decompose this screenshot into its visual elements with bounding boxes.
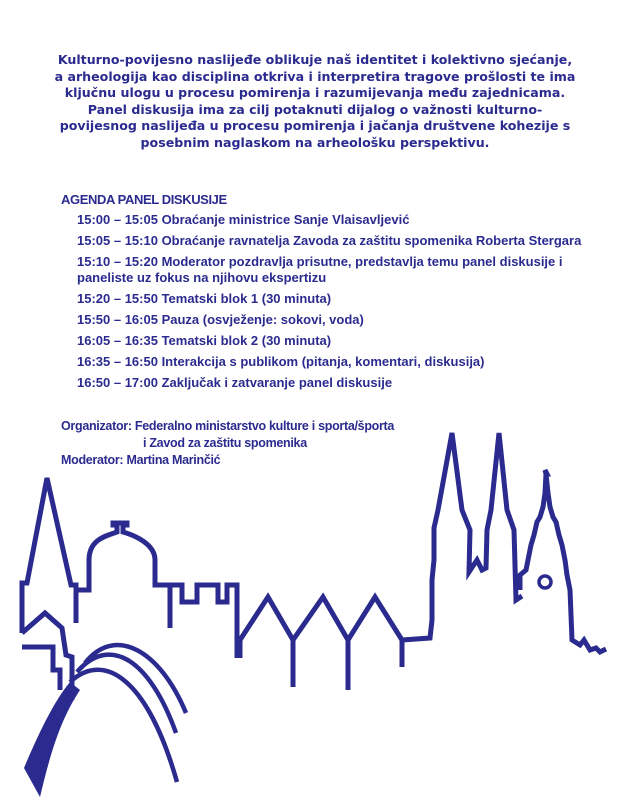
agenda-title: AGENDA PANEL DISKUSIJE [61,192,227,207]
clock-icon [539,576,551,588]
organizer-line-1: Organizator: Federalno ministarstvo kulture i sporta/športa [61,419,395,433]
agenda-item: 16:50 – 17:00 Zaključak i zatvaranje panel diskusije [77,375,393,390]
agenda-item: 15:00 – 15:05 Obraćanje ministrice Sanje Vlaisavljević [77,212,410,227]
organizer-line-2: i Zavod za zaštitu spomenika [143,436,307,450]
church-spire-icon [22,478,76,633]
intro-paragraph: Kulturno-povijesno naslijeđe oblikuje naš identitet i kolektivno sjećanje, a arheologija kao disciplina otkriva i interpretira tragove prošlosti te ima ključnu ulogu u procesu pomirenja i razumijevanja među zajednicama. Panel diskusija ima za cilj potaknuti dijalog o važnosti kulturno-povijesnog naslijeđa u procesu pomirenja i jačanja društvene kohezije s posebnim naglaskom na arheološku perspektivu. [54,52,576,150]
left-wall-icon [22,647,60,690]
baroque-tower-icon [520,470,606,652]
agenda-item: 16:05 – 16:35 Tematski blok 2 (30 minuta) [77,333,332,348]
battlements-icon [162,585,237,658]
agenda-item: 16:35 – 16:50 Interakcija s publikom (pitanja, komentari, diskusija) [77,354,485,369]
agenda-item: 15:10 – 15:20 Moderator pozdravlja prisutne, predstavlja temu panel diskusije i paneliste uz fokus na njihovu ekspertizu [77,254,563,285]
agenda-item: 15:20 – 15:50 Tematski blok 1 (30 minuta) [77,291,332,306]
agenda-item: 15:05 – 15:10 Obraćanje ravnatelja Zavoda za zaštitu spomenika Roberta Stergara [77,233,582,248]
moderator-line: Moderator: Martina Marinčić [61,453,221,467]
agenda-item: 15:50 – 16:05 Pauza (osvježenje: sokovi, voda) [77,312,364,327]
bridge-pillar-icon [24,682,80,797]
dome-icon [76,523,170,628]
gabled-houses-icon [240,597,402,667]
left-houses-icon [22,613,72,700]
